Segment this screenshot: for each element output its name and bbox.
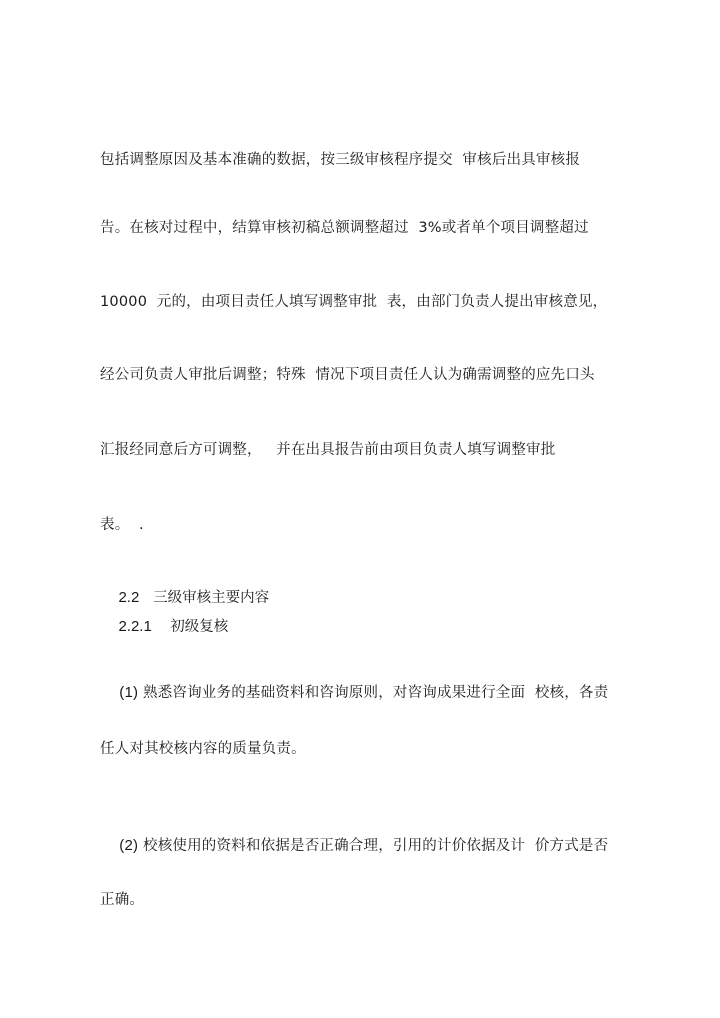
section-title: 三级审核主要内容: [153, 590, 270, 606]
list-item-line: 正确。: [100, 892, 145, 908]
paragraph-line: 汇报经同意后方可调整， 并在出具报告前由项目负责人填写调整审批: [100, 442, 556, 458]
paragraph-line: 告。在核对过程中，结算审核初稿总额调整超过 3%或者单个项目调整超过: [100, 220, 589, 236]
paragraph-line: 表。 .: [100, 517, 144, 533]
section-number: 2.2: [118, 589, 140, 606]
subsection-heading: [100, 597, 228, 657]
list-marker: (2): [119, 837, 139, 854]
list-item-line: [100, 663, 608, 723]
paragraph-line: 包括调整原因及基本准确的数据，按三级审核程序提交 审核后出具审核报: [100, 152, 581, 168]
list-item-text: 校核使用的资料和依据是否正确合理，引用的计价依据及计 价方式是否: [143, 838, 609, 854]
subsection-title: 初级复核: [170, 619, 229, 635]
list-item-line: [100, 816, 608, 876]
list-item-text: 熟悉咨询业务的基础资料和咨询原则，对咨询成果进行全面 校核，各责: [143, 685, 609, 701]
list-item-line: 任人对其校核内容的质量负责。: [100, 741, 306, 757]
list-marker: (1): [119, 684, 139, 701]
paragraph-line: 经公司负责人审批后调整；特殊 情况下项目责任人认为确需调整的应先口头: [100, 367, 595, 383]
paragraph-line: 10000 元的，由项目责任人填写调整审批 表，由部门负责人提出审核意见，: [100, 294, 608, 310]
subsection-number: 2.2.1: [118, 618, 152, 635]
